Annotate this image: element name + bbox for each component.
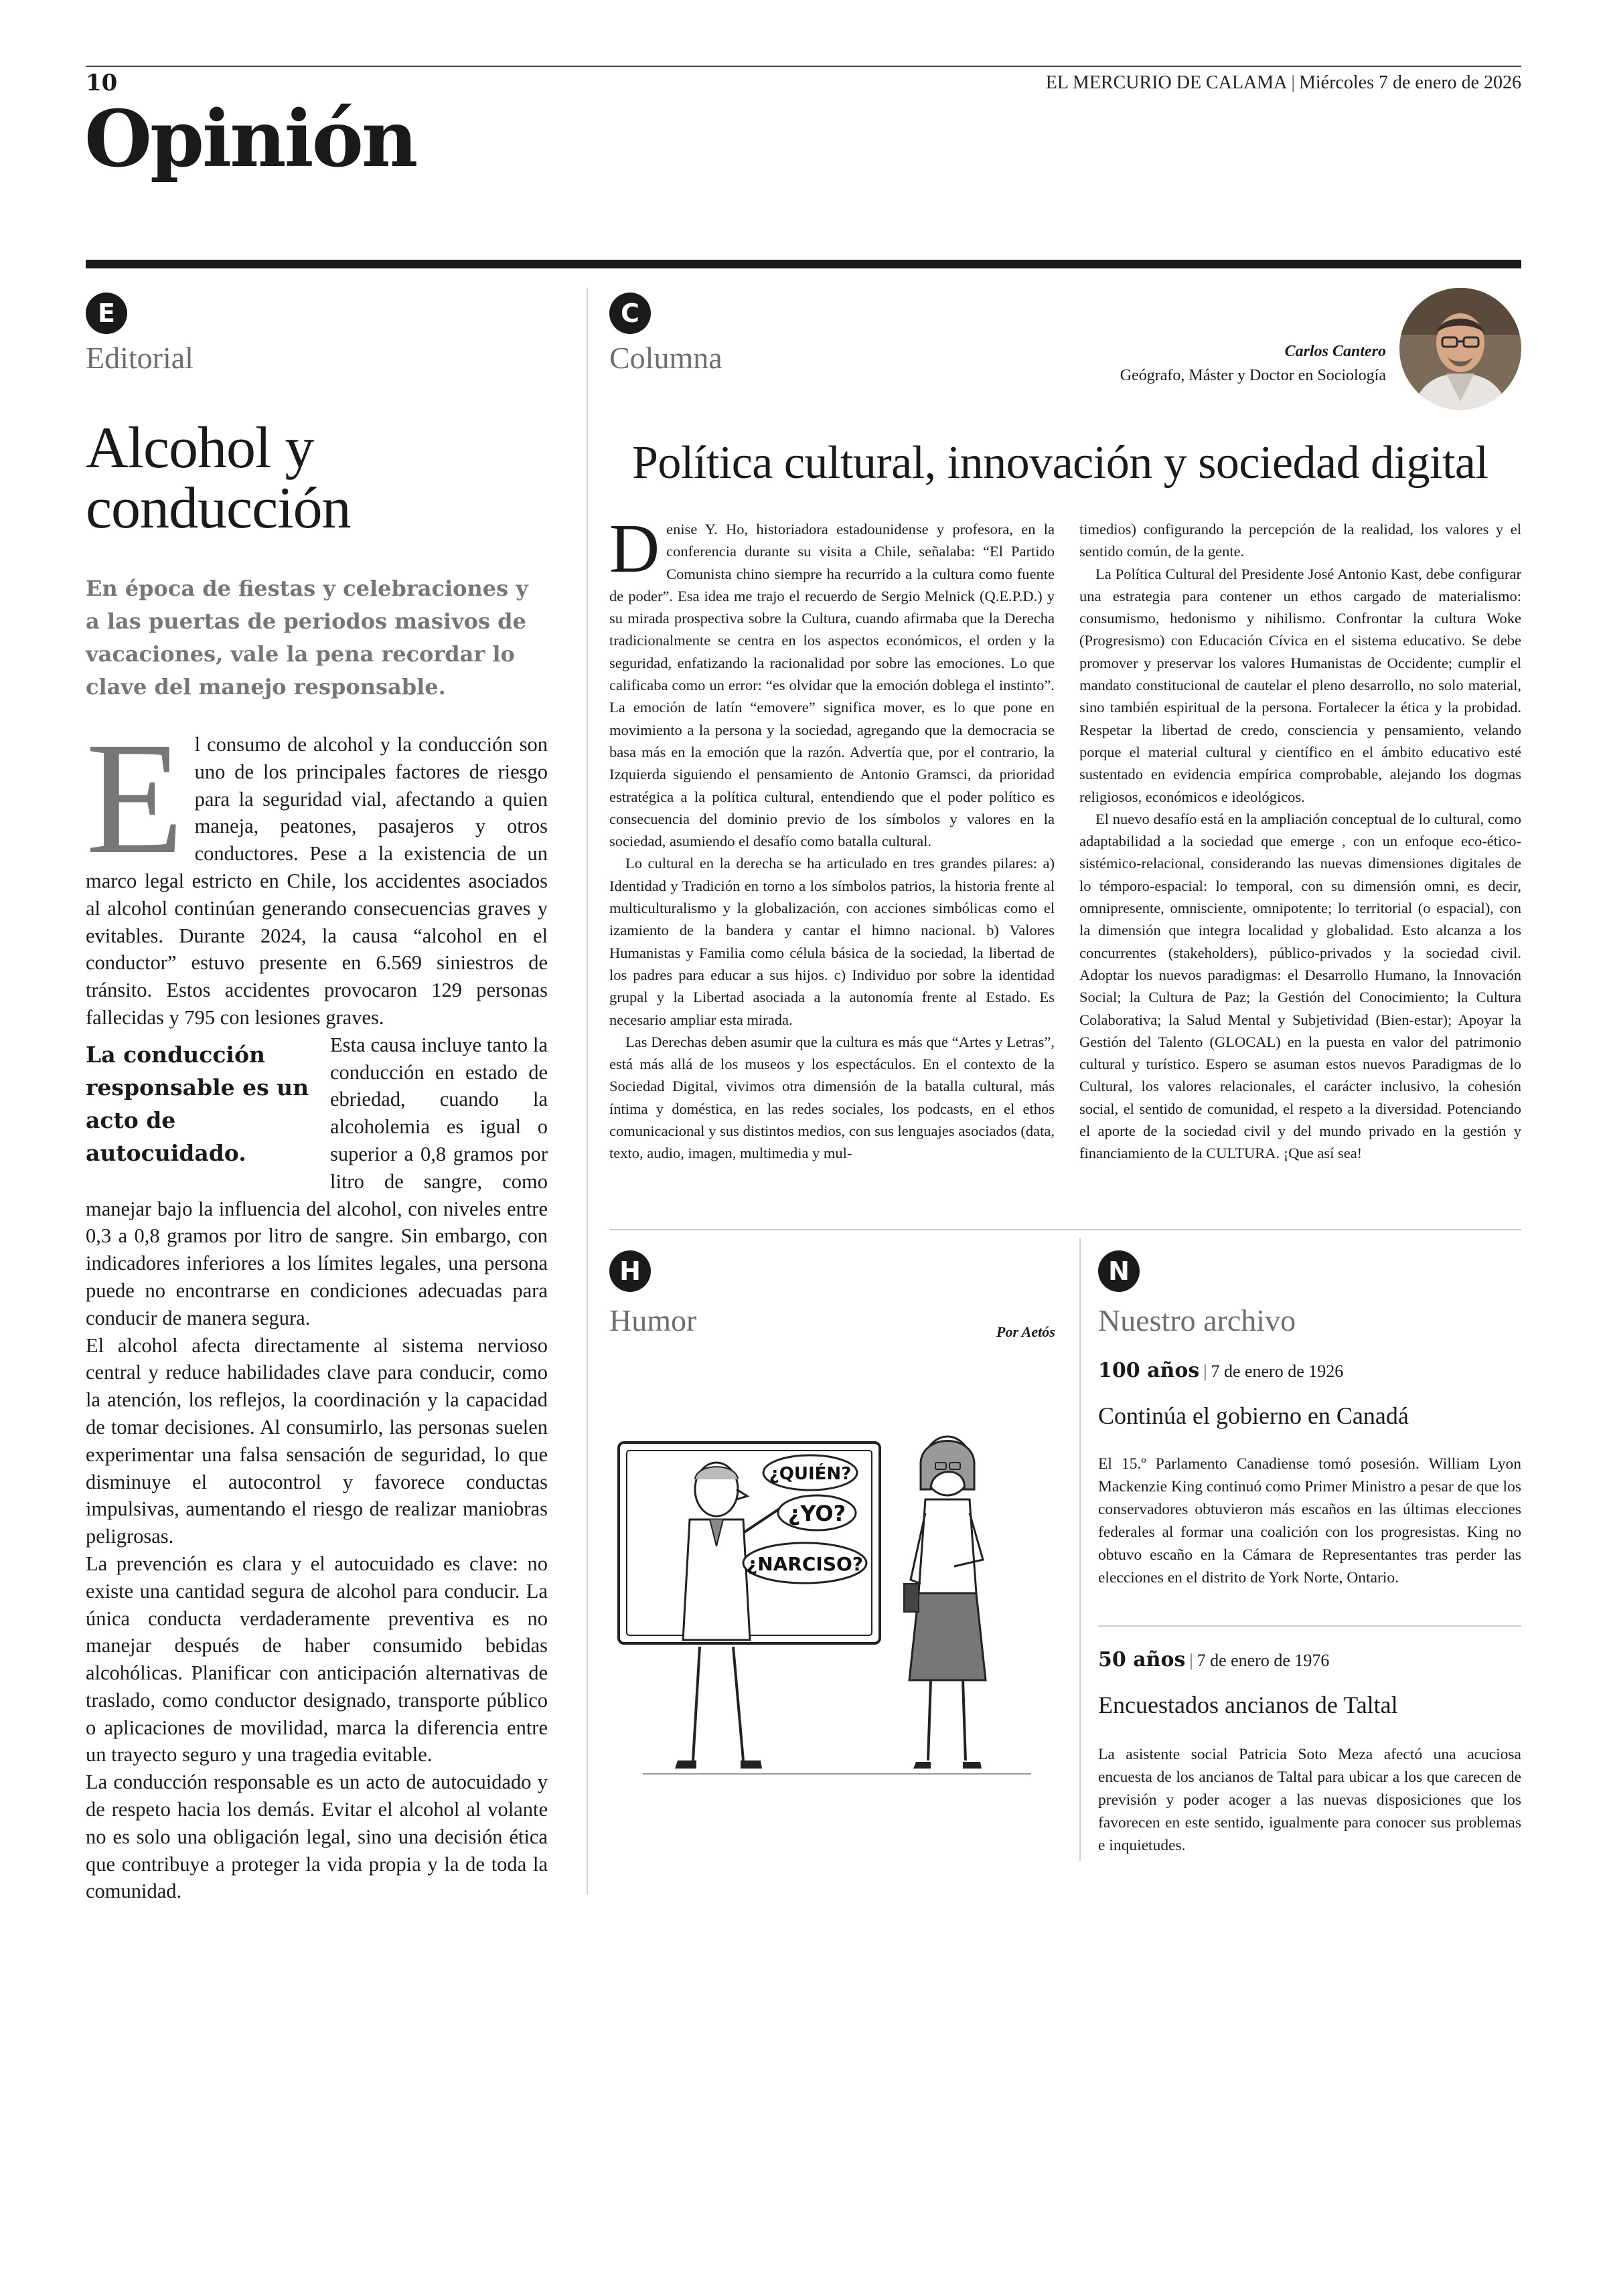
column-paragraph: timedios) configurando la percepción de la realidad, los valores y el sentido común, de la gente. <box>1079 521 1521 560</box>
speech-bubble-narciso <box>743 1543 866 1583</box>
top-rule <box>86 66 1521 67</box>
editorial-kicker: Editorial <box>86 341 194 375</box>
column-headline: Política cultural, innovación y sociedad digital <box>632 437 1488 489</box>
newspaper-name: EL MERCURIO DE CALAMA <box>1045 72 1288 93</box>
masthead-separator: | <box>1291 72 1295 93</box>
archive-badge: N <box>1098 1250 1140 1292</box>
column-divider-bottom <box>1079 1238 1081 1861</box>
archive-date: 7 de enero de 1926 <box>1211 1362 1344 1381</box>
archive-kicker: Nuestro archivo <box>1098 1303 1296 1337</box>
author-title: Geógrafo, Máster y Doctor en Sociología <box>1120 367 1386 384</box>
column-paragraph <box>609 518 1055 852</box>
humor-cartoon <box>616 1426 1058 1787</box>
masthead <box>1046 72 1521 94</box>
archive-date: 7 de enero de 1976 <box>1197 1651 1330 1670</box>
archive-text: La asistente social Patricia Soto Meza afectó una acuciosa encuesta de los ancianos de Taltal para ubicar a los que carecen de previsión y poder acoger a las nuevas disposiciones que los favorecen en este sentido, igualmente para conocer sus problemas e inquietudes. <box>1098 1746 1521 1854</box>
editorial-lead: En época de fiestas y celebraciones y a las puertas de periodos masivos de vacaciones, vale la pena recordar lo clave del manejo responsable. <box>86 576 528 700</box>
editorial-badge: E <box>86 293 127 334</box>
speech-bubble-quien <box>763 1455 857 1490</box>
humor-badge: H <box>609 1250 651 1292</box>
column-paragraph: Las Derechas deben asumir que la cultura es más que “Artes y Letras”, está más allá de los museos y los espectáculos. En el contexto de la Sociedad Digital, vivimos otra dimensión de la batalla cultural, más íntima y doméstica, en las redes sociales, los podcasts, en el ethos comunicacional y sus distintos medios, con sus lenguajes asociados (data, texto, audio, imagen, multimedia y mul- <box>609 1033 1055 1162</box>
section-rule <box>86 260 1521 268</box>
column-paragraph: Lo cultural en la derecha se ha articulado en tres grandes pilares: a) Identidad y Tradición en torno a los símbolos patrios, la historia frente al multiculturalismo y la globalización, con acciones simbólicas como el izamiento de la bandera y cantar el himno nacional. b) Valores Humanistas y Familia como célula básica de la sociedad, la libertad de los padres para educar a sus hijos. c) Individuo por sobre la identidad grupal y la Libertad asociada a la autonomía frente al Estado. Es necesario ampliar esta mirada. <box>609 855 1055 1028</box>
editorial-pullquote: La conducción responsable es un acto de autocuidado. <box>86 1041 309 1166</box>
archive-years: 50 años <box>1098 1648 1186 1671</box>
column-kicker: Columna <box>609 341 722 375</box>
cartoon-text-narciso: ¿NARCISO? <box>746 1553 864 1575</box>
column-body-right <box>1079 518 1521 1218</box>
date-separator: | <box>1203 1362 1207 1381</box>
editorial-paragraph-text: Esta causa incluye tanto la conducción en estado de ebriedad, cuando la alcoholemia es igual o superior a 0,8 gramos por litro de sangre, como manejar bajo la influencia del alcohol, con niveles entre 0,3 a 0,8 gramos por litro de sangre. Sin embargo, con indicadores inferiores a los límites legales, una persona puede no encontrarse en condiciones adecuadas para conducir de manera segura. <box>86 1033 548 1329</box>
author-name: Carlos Cantero <box>1284 343 1386 360</box>
editorial-paragraph: l consumo de alcohol y la conducción son uno de los principales factores de riesgo para la seguridad vial, afectando a quien maneja, peatones, pasajeros y otros conductores. Pese a la existencia de un marco legal estricto en Chile, los accidentes asociados al alcohol continúan generando consecuencias graves y evitables. Durante 2024, la causa “alcohol en el conductor” estuvo presente en 6.569 siniestros de tránsito. Estos accidentes provocaron 129 personas fallecidas y 795 con lesiones graves. <box>86 733 548 1029</box>
editorial-paragraph: El alcohol afecta directamente al sistema nervioso central y reduce habilidades clave para conducir, como la atención, los reflejos, la coordinación y la capacidad de tomar decisiones. Al consumirlo, las personas suelen experimentar una falsa sensación de seguridad, lo que disminuye el autocontrol y favorece conductas impulsivas, aumentando el riesgo de realizar maniobras peligrosas. <box>86 1333 548 1548</box>
humor-credit: Por Aetós <box>996 1323 1055 1340</box>
cartoon-text-yo: ¿YO? <box>787 1501 846 1526</box>
column-divider-left <box>587 288 588 1894</box>
archive-item-date <box>1098 1648 1329 1671</box>
editorial-headline: Alcohol y conducción <box>86 416 351 541</box>
archive-years: 100 años <box>1098 1359 1200 1382</box>
column-paragraph-text: enise Y. Ho, historiadora estadounidense y profesora, en la conferencia durante su visita a Chile, señalaba: “El Partido Comunista chino siempre ha recurrido a la cultura como fuente de poder”. Esa idea me trajo el recuerdo de Sergio Melnick (Q.E.P.D.) y su mirada prospectiva sobre la Cultura, cuando afirmaba que la Derecha tradicionalmente se centra en los aspectos económicos, el orden y la seguridad, enfatizando la racionalidad por sobre las emociones. Lo que calificaba como un error: “es olvidar que la emoción doblega el instinto”. La emoción de latín “emovere” significa mover, es lo que pone en movimiento a la persona y la sociedad, agregando que la democracia se basa más en la emoción que la razón. Advertía que, por el contrario, la Izquierda siguiendo el pensamiento de Antonio Gramsci, da prioridad estratégica a la política cultural, entendiendo que el poder político es consecuencia del dominio previo de los símbolos y valores en la sociedad, asumiendo el desafío como batalla cultural. <box>609 521 1055 850</box>
archive-headline: Encuestados ancianos de Taltal <box>1098 1692 1398 1718</box>
archive-item-date <box>1098 1359 1343 1382</box>
editorial-paragraph: La conducción responsable es un acto de autocuidado y de respeto hacia los demás. Evitar el alcohol al volante no es solo una obligación legal, sino una decisión ética que contribuye a proteger la vida propia y la de toda la comunidad. <box>86 1771 548 1903</box>
column-paragraph: El nuevo desafío está en la ampliación conceptual de lo cultural, como adaptabilidad a la sociedad que emerge , con un enfoque eco-ético-sistémico-relacional, considerando las nuevas dimensiones digitales de lo témporo-espacial: lo temporal, con su dimensión omni, es decir, omnipresente, omnisciente, omnipotente; lo territorial (o espacial), con la dimensión que integra localidad y globalidad. Esto alcanza a los concurrentes (stakeholders), público-privados y la sociedad civil. Adoptar los nuevos paradigmas: el Desarrollo Humano, la Innovación Social; la Cultura de Paz; la Gestión del Conocimiento; la Cultura Colaborativa; la Salud Mental y Subjetividad (Bien-estar); Apoyar la Gestión del Talento (GLOCAL) en la puesta en valor del patrimonio cultural y turístico. Espero se asuman estos nuevos Paradigmas de lo Cultural, los valores relacionales, el carácter inclusivo, la cohesión social, el sentido de comunidad, el respeto a la diversidad. Potenciando el aporte de la sociedad civil y del mundo privado en la gestión y financiamiento de la CULTURA. ¡Que así sea! <box>1079 810 1521 1162</box>
date-separator: | <box>1189 1651 1193 1670</box>
issue-date: Miércoles 7 de enero de 2026 <box>1299 72 1521 93</box>
column-paragraph: La Política Cultural del Presidente José Antonio Kast, debe configurar una estrategia para contener un ethos cargado de materialismo: consumismo, hedonismo y nihilismo. Confrontar la cultura Woke (Progresismo) con Educación Cívica en el sistema educativo. Se debe promover y preservar los valores Humanistas de Occidente; cumplir el mandato constitucional de cautelar el pleno desarrollo, no solo material, sino también espiritual de la persona. Fortalecer la ética y la probidad. Respetar la libertad de credo, consciencia y pensamiento, velando porque el material cultural y científico en el ámbito educativo esté sustentado en evidencia empírica comprobable, alejando los dogmas religiosos, económicos e ideológicos. <box>1079 565 1521 805</box>
archive-headline: Continúa el gobierno en Canadá <box>1098 1402 1409 1429</box>
column-body-left <box>609 518 1055 1218</box>
column-dropcap: D <box>609 518 660 587</box>
editorial-paragraph: La prevención es clara y el autocuidado es clave: no existe una cantidad segura de alcohol para conducir. La única conducta verdaderamente preventiva es no manejar después de haber consumido bebidas alcohólicas. Planificar con anticipación alternativas de traslado, como conductor designado, transporte público o aplicaciones de movilidad, marca la diferencia entre un trayecto seguro y una tragedia evitable. <box>86 1552 548 1767</box>
humor-kicker: Humor <box>609 1303 697 1337</box>
author-photo-icon <box>1399 288 1521 410</box>
editorial-body <box>86 731 548 1904</box>
author-avatar <box>1399 288 1521 410</box>
archive-divider <box>1098 1625 1521 1627</box>
cartoon-text-quien: ¿QUIÉN? <box>769 1464 852 1484</box>
section-title: Opinión <box>84 94 416 185</box>
speech-bubble-yo <box>778 1495 856 1530</box>
archive-text: El 15.º Parlamento Canadiense tomó posesión. William Lyon Mackenzie King continuó como Primer Ministro a pesar de que los conservadores obtuvieron más escaños en las últimas elecciones federales al formar una coalición con los progresistas. King no obtuvo escaño en la Cámara de Representantes tras perder las elecciones en el distrito de York Norte, Ontario. <box>1098 1455 1521 1586</box>
horizontal-divider <box>609 1229 1521 1230</box>
column-badge: C <box>609 293 651 334</box>
editorial-paragraph <box>86 1032 548 1332</box>
page-number: 10 <box>86 70 118 96</box>
editorial-dropcap: E <box>86 731 184 887</box>
